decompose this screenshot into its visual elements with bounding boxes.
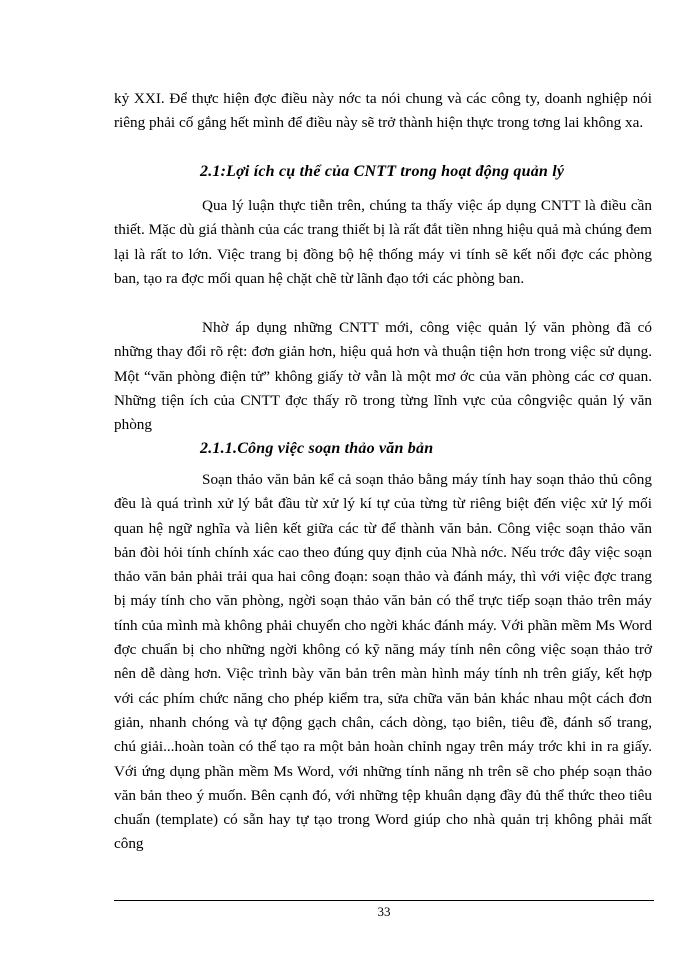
paragraph-changes: Nhờ áp dụng những CNTT mới, công việc quản lý văn phòng đã có những thay đổi rõ rệt: đơn giản hơn, hiệu quả hơn và thuận tiện hơn trong việc sử dụng. Một “văn phòng điện tử” không giấy tờ vẫn là một mơ ớc của văn phòng các cơ quan. Những tiện ích của CNTT đợc thấy rõ trong từng lĩnh vực của côngviệc quản lý văn phòng bbox=[114, 319, 652, 434]
section-heading-2-1-1: 2.1.1.Công việc soạn thảo văn bản bbox=[200, 440, 434, 457]
page-number: 33 bbox=[377, 904, 391, 919]
paragraph-benefits: Qua lý luận thực tiễn trên, chúng ta thấy việc áp dụng CNTT là điều cần thiết. Mặc dù giá thành của các trang thiết bị là rất đắt tiền nhng hiệu quả mà chúng đem lại là rất to lớn. Việc trang bị đồng bộ hệ thống máy vi tính sẽ kết nối đợc các phòng ban, tạo ra đợc mối quan hệ chặt chẽ từ lãnh đạo tới các phòng ban. bbox=[114, 197, 652, 287]
paragraph-word-processing: Soạn thảo văn bản kể cả soạn thảo bằng máy tính hay soạn thảo thủ công đều là quá trình xử lý bắt đầu từ xử lý kí tự của từng từ riêng biệt đến việc xử lý mối quan hệ ngữ nghĩa và liên kết giữa các từ để thành văn bản. Công việc soạn thảo văn bản đòi hỏi tính chính xác cao theo đúng quy định của Nhà nớc. Nếu trớc đây việc soạn thảo văn bản phải trải qua hai công đoạn: soạn thảo và đánh máy, thì với việc đợc trang bị máy tính cho văn phòng, ngời soạn thảo văn bản có thể trực tiếp soạn thảo trên máy tính của mình mà không phải chuyển cho ngời khác đánh máy. Với phần mềm Ms Word đợc chuẩn bị cho những ngời không có kỹ năng máy tính nên công việc soạn thảo trở nên dễ dàng hơn. Việc trình bày văn bản trên màn hình máy tính nh trên giấy, kết hợp với các phím chức năng cho phép kiểm tra, sửa chữa văn bản khác nhau một cách đơn giản, nhanh chóng và tự động gạch chân, cách dòng, tạo biên, tiêu đề, đánh số trang, chú giải...hoàn toàn có thể tạo ra một bản hoàn chỉnh ngay trên máy trớc khi in ra giấy. Với ứng dụng phần mềm Ms Word, với những tính năng nh trên sẽ cho phép soạn thảo văn bản theo ý muốn. Bên cạnh đó, với những tệp khuân dạng đầy đủ thể thức theo tiêu chuẩn (template) có sẵn hay tự tạo trong Word giúp cho nhà quản trị không phải mất công bbox=[114, 471, 652, 853]
section-heading-2-1: 2.1:Lợi ích cụ thể của CNTT trong hoạt động quản lý bbox=[200, 163, 565, 180]
footer-divider bbox=[114, 900, 654, 901]
paragraph-intro: kỷ XXI. Để thực hiện đợc điều này nớc ta nói chung và các công ty, doanh nghiệp nói riêng phải cố gắng hết mình để điều này sẽ trở thành hiện thực trong tơng lai không xa. bbox=[114, 90, 652, 132]
